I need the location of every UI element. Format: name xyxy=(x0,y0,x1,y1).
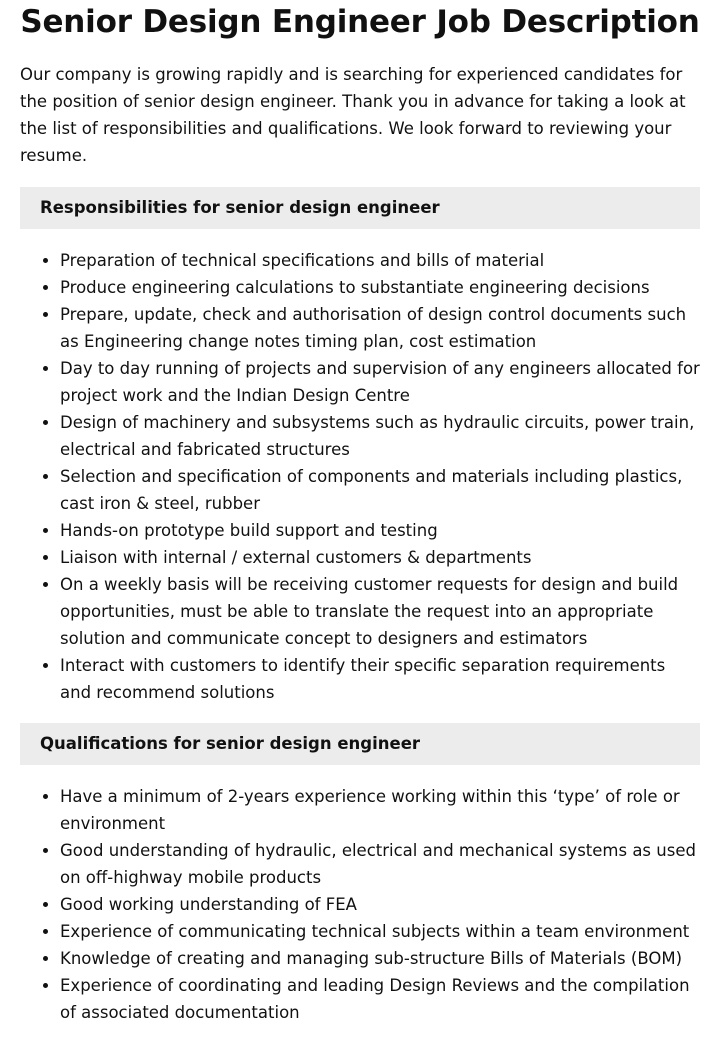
list-item: • Design of machinery and subsystems such as hydraulic circuits, power train, electrical and fabricated structures xyxy=(60,409,700,463)
list-item: • Knowledge of creating and managing sub-structure Bills of Materials (BOM) xyxy=(60,945,700,972)
responsibilities-list xyxy=(20,247,700,706)
page-title: Senior Design Engineer Job Description xyxy=(20,4,700,40)
list-item: • Produce engineering calculations to substantiate engineering decisions xyxy=(60,274,700,301)
list-item: • Have a minimum of 2-years experience working within this ‘type’ of role or environment xyxy=(60,783,700,837)
qualifications-heading: Qualifications for senior design engineer xyxy=(20,723,700,765)
list-item: • Preparation of technical specifications and bills of material xyxy=(60,247,700,274)
qualifications-list xyxy=(20,783,700,1026)
list-item: • Hands-on prototype build support and testing xyxy=(60,517,700,544)
list-item: • Liaison with internal / external customers & departments xyxy=(60,544,700,571)
list-item: • Experience of coordinating and leading Design Reviews and the compilation of associated documentation xyxy=(60,972,700,1026)
responsibilities-heading: Responsibilities for senior design engineer xyxy=(20,187,700,229)
intro-paragraph: Our company is growing rapidly and is searching for experienced candidates for the position of senior design engineer. Thank you in advance for taking a look at the list of responsibilities and qualifications. We look forward to reviewing your resume. xyxy=(20,65,686,165)
list-item: • Interact with customers to identify their specific separation requirements and recommend solutions xyxy=(60,652,700,706)
list-item: • Prepare, update, check and authorisation of design control documents such as Engineering change notes timing plan, cost estimation xyxy=(60,301,700,355)
list-item: • Day to day running of projects and supervision of any engineers allocated for project work and the Indian Design Centre xyxy=(60,355,700,409)
list-item: • Good working understanding of FEA xyxy=(60,891,700,918)
list-item: • Experience of communicating technical subjects within a team environment xyxy=(60,918,700,945)
list-item: • Good understanding of hydraulic, electrical and mechanical systems as used on off-highway mobile products xyxy=(60,837,700,891)
list-item: • Selection and specification of components and materials including plastics, cast iron & steel, rubber xyxy=(60,463,700,517)
list-item: • On a weekly basis will be receiving customer requests for design and build opportunities, must be able to translate the request into an appropriate solution and communicate concept to designers and estimators xyxy=(60,571,700,652)
